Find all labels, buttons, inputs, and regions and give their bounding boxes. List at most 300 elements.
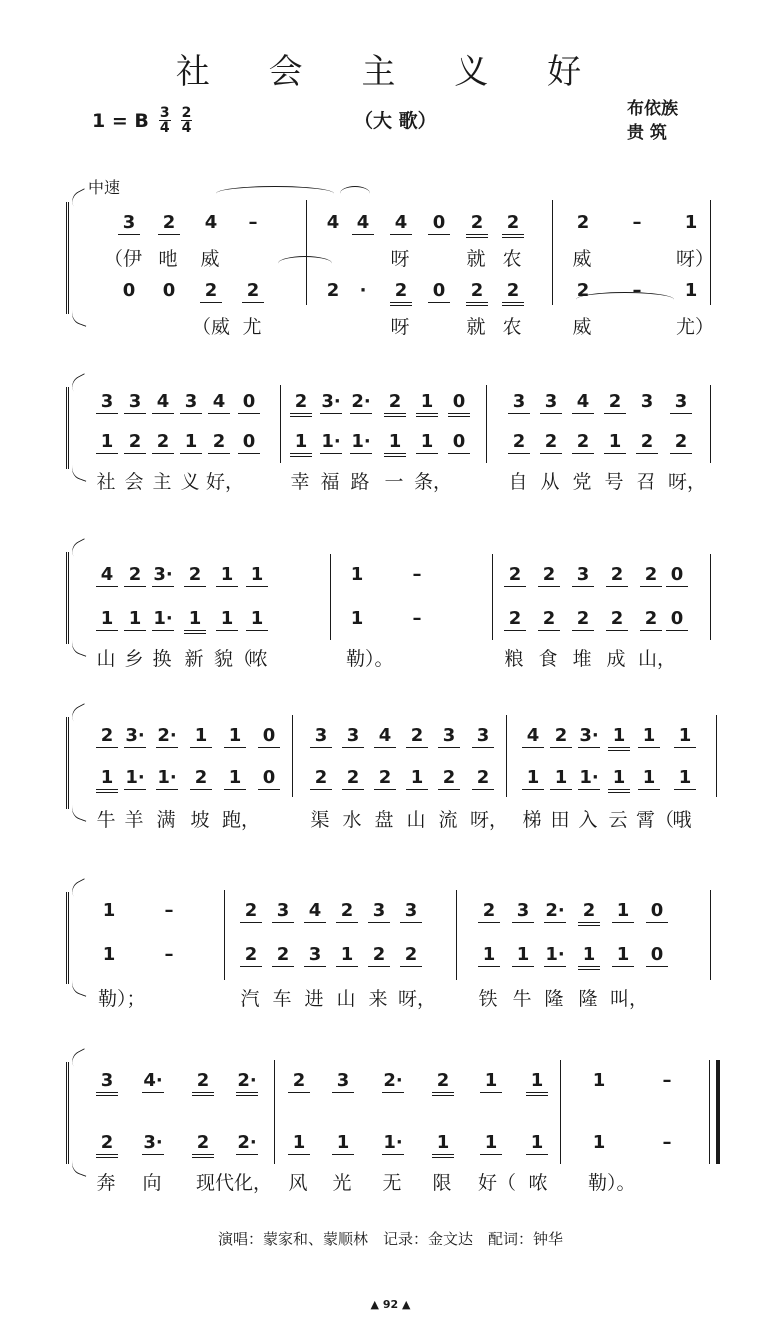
lyric-syllable: 乡 — [124, 648, 144, 670]
note: 4 — [326, 212, 340, 233]
note: 1 — [184, 608, 206, 634]
note: 0 — [238, 431, 260, 454]
note: 4 — [208, 391, 230, 414]
lyric-syllable: 叫， — [610, 988, 649, 1010]
lyric-syllable: 车 — [272, 988, 292, 1010]
note: 3· — [153, 564, 173, 585]
bracket-bottom-hook — [69, 465, 90, 481]
note: 1 — [246, 564, 268, 587]
lyric-syllable: 威 — [572, 248, 592, 270]
lyric-syllable: 牛 — [96, 809, 116, 831]
note: 3 — [124, 391, 146, 414]
note: 2· — [383, 1070, 403, 1091]
bracket-top-hook — [68, 188, 89, 206]
note: – — [632, 212, 642, 233]
note: 1 — [674, 725, 696, 748]
note: 2 — [640, 608, 662, 631]
note: 0 — [646, 944, 668, 967]
lyric-syllable: 呀， — [668, 471, 707, 493]
lyric-syllable: 光 — [332, 1172, 352, 1194]
note: 0 — [646, 900, 668, 923]
note: 1 — [336, 944, 358, 967]
score-system — [66, 180, 726, 338]
origin-ethnicity: 布依族 — [627, 99, 678, 119]
note: 1 — [224, 725, 246, 748]
barline — [560, 1060, 561, 1164]
note: – — [164, 944, 174, 965]
note: 1 — [350, 608, 364, 629]
song-title: 社 会 主 义 好 — [175, 52, 606, 92]
note: 2 — [288, 1070, 310, 1093]
note: 1 — [432, 1132, 454, 1158]
lyric-syllable: 召 — [636, 471, 656, 493]
note: 1· — [125, 767, 145, 788]
lyric-syllable: 勒）。 — [588, 1172, 636, 1194]
note: 1 — [592, 1132, 606, 1153]
bracket-top-hook — [68, 1048, 89, 1066]
lyric-syllable: 貌（ — [214, 648, 253, 670]
note: 4· — [143, 1070, 163, 1091]
note: – — [164, 900, 174, 921]
note: 4 — [204, 212, 218, 233]
note: 3 — [272, 900, 294, 923]
lyric-syllable: 从 — [540, 471, 560, 493]
lyric-syllable: 来 — [368, 988, 388, 1010]
bracket-bottom-hook — [69, 805, 90, 821]
note: 1 — [638, 725, 660, 748]
note: 2 — [208, 431, 230, 454]
note: 3 — [332, 1070, 354, 1093]
note: 2 — [374, 767, 396, 790]
lyric-syllable: 成 — [606, 648, 626, 670]
note: 2 — [124, 431, 146, 454]
bracket-top-hook — [68, 878, 89, 896]
note: 1 — [512, 944, 534, 967]
note: 2 — [406, 725, 428, 748]
lyric-syllable: 山 — [96, 648, 116, 670]
note: 1 — [224, 767, 246, 790]
note: 2 — [240, 944, 262, 967]
note: 4 — [522, 725, 544, 748]
note: 1 — [522, 767, 544, 790]
note: 2 — [390, 280, 412, 306]
lyric-syllable: 满 — [156, 809, 176, 831]
note: 1 — [480, 1070, 502, 1093]
lyric-syllable: 义 — [180, 471, 200, 493]
lyric-syllable: 一 — [384, 471, 404, 493]
note: 1 — [608, 767, 630, 793]
note: 4 — [352, 212, 374, 235]
lyric-syllable: 渠 — [310, 809, 330, 831]
lyric-syllable: 入 — [578, 809, 598, 831]
note: 2 — [192, 1132, 214, 1158]
lyric-syllable: 农 — [502, 248, 522, 270]
key-signature — [92, 106, 192, 135]
lyric-syllable: 梯 — [522, 809, 542, 831]
note: 2 — [538, 608, 560, 631]
note: 2 — [152, 431, 174, 454]
lyric-syllable: 好（ — [478, 1172, 517, 1194]
barline — [710, 890, 711, 980]
note: 2 — [576, 212, 590, 233]
note: 2· — [157, 725, 177, 746]
note: 0 — [258, 725, 280, 748]
note: 3 — [304, 944, 326, 967]
note: 2 — [466, 212, 488, 238]
lyric-syllable: 粮 — [504, 648, 524, 670]
note: 3 — [118, 212, 140, 235]
note: 1 — [332, 1132, 354, 1155]
note: 3 — [96, 1070, 118, 1096]
lyric-syllable: 勒）。 — [346, 648, 394, 670]
bracket-top-hook — [68, 703, 89, 721]
slur-tie — [216, 186, 334, 201]
barline — [224, 890, 225, 980]
lyric-syllable: 呀， — [398, 988, 437, 1010]
barline — [506, 715, 507, 797]
credits: 演唱：蒙家和、蒙顺林 记录：金文达 配词：钟华 — [217, 1230, 563, 1248]
lyric-syllable: 盘 — [374, 809, 394, 831]
note: 3 — [512, 900, 534, 923]
note: 1 — [638, 767, 660, 790]
note: 2 — [550, 725, 572, 748]
note: 3 — [640, 391, 654, 412]
lyric-syllable: 向 — [142, 1172, 162, 1194]
system-bracket — [66, 202, 75, 314]
note: 2 — [540, 431, 562, 454]
note: 2 — [578, 900, 600, 926]
note: – — [248, 212, 258, 233]
note: 2 — [478, 900, 500, 923]
lyric-syllable: 食 — [538, 648, 558, 670]
lyric-syllable: 威 — [572, 316, 592, 338]
bracket-top-hook — [68, 373, 89, 391]
note: 2 — [572, 608, 594, 631]
lyric-syllable: 云 — [608, 809, 628, 831]
barline — [710, 200, 711, 305]
note: 4 — [390, 212, 412, 235]
lyric-syllable: 汽 — [240, 988, 260, 1010]
note: 2 — [336, 900, 358, 923]
lyric-syllable: （威 — [192, 316, 231, 338]
lyric-syllable: 呀 — [390, 316, 410, 338]
score-system — [66, 715, 726, 831]
note: 1 — [124, 608, 146, 631]
score-system — [66, 890, 726, 1010]
note: 3 — [472, 725, 494, 748]
bracket-top-hook — [68, 538, 89, 556]
note: 2· — [545, 900, 565, 921]
note: 2 — [502, 280, 524, 306]
lyric-syllable: 农 — [502, 316, 522, 338]
note: 2 — [200, 280, 222, 303]
lyric-syllable: 坡 — [190, 809, 210, 831]
lyric-syllable: 铁 — [478, 988, 498, 1010]
note: 1 — [526, 1070, 548, 1096]
note: 2 — [572, 431, 594, 454]
lyric-syllable: 限 — [432, 1172, 452, 1194]
lyric-syllable: 新 — [184, 648, 204, 670]
note: 2 — [158, 212, 180, 235]
note: 1 — [246, 608, 268, 631]
note: 2 — [606, 608, 628, 631]
lyric-syllable: 水 — [342, 809, 362, 831]
note: – — [632, 280, 642, 301]
note: 1 — [612, 944, 634, 967]
key-label: 1 = B — [92, 109, 149, 132]
lyric-syllable: 牛 — [512, 988, 532, 1010]
note: 2 — [184, 564, 206, 587]
note: 1 — [180, 431, 202, 454]
barline — [492, 554, 493, 640]
note: 2 — [96, 1132, 118, 1158]
note: 1 — [96, 608, 118, 631]
bracket-bottom-hook — [69, 640, 90, 656]
note: 0 — [448, 391, 470, 417]
note: 2 — [502, 212, 524, 238]
note: 3· — [321, 391, 341, 412]
lyric-syllable: 哝 — [528, 1172, 548, 1194]
note: 1 — [102, 900, 116, 921]
note: 2 — [576, 280, 590, 301]
lyric-syllable: 好， — [206, 471, 245, 493]
note: 1· — [545, 944, 565, 965]
note: 3 — [508, 391, 530, 414]
lyric-syllable: 呀 — [390, 248, 410, 270]
note: 1 — [290, 431, 312, 457]
lyric-syllable: 会 — [124, 471, 144, 493]
note: 3 — [96, 391, 118, 414]
note: 1 — [96, 767, 118, 793]
note: 1 — [416, 431, 438, 454]
lyric-syllable: 哝 — [248, 648, 268, 670]
note: 4 — [572, 391, 594, 414]
note: 0 — [666, 564, 688, 587]
note: 4 — [304, 900, 326, 923]
system-bracket — [66, 387, 75, 469]
note: 3· — [125, 725, 145, 746]
note: 2 — [636, 431, 658, 454]
system-bracket — [66, 892, 75, 984]
final-barline-thick — [716, 1060, 720, 1164]
lyric-syllable: 山， — [638, 648, 677, 670]
note: 2 — [400, 944, 422, 967]
lyric-syllable: 幸 — [290, 471, 310, 493]
note: 2 — [604, 391, 626, 414]
note: 1 — [480, 1132, 502, 1155]
score-system — [66, 1060, 726, 1194]
barline — [306, 200, 307, 305]
lyric-syllable: 主 — [152, 471, 172, 493]
note: 2 — [640, 564, 662, 587]
note: 1 — [478, 944, 500, 967]
final-barline-thin — [709, 1060, 710, 1164]
note: 0 — [258, 767, 280, 790]
note: 3 — [180, 391, 202, 414]
note: 1· — [153, 608, 173, 629]
time-signature-2-4: $\frac{2}{4}$ — [181, 105, 192, 136]
note: 2 — [472, 767, 494, 790]
lyric-syllable: 现代化， — [196, 1172, 273, 1194]
note: 1 — [216, 564, 238, 587]
note: 2 — [438, 767, 460, 790]
note: 3· — [143, 1132, 163, 1153]
lyric-syllable: 路 — [350, 471, 370, 493]
lyric-syllable: 流 — [438, 809, 458, 831]
lyric-syllable: 党 — [572, 471, 592, 493]
note: 1 — [526, 1132, 548, 1155]
note: 1 — [102, 944, 116, 965]
lyric-syllable: 就 — [466, 248, 486, 270]
lyric-syllable: 羊 — [124, 809, 144, 831]
note: 1· — [157, 767, 177, 788]
note: 1 — [288, 1132, 310, 1155]
bracket-bottom-hook — [69, 980, 90, 996]
barline — [274, 1060, 275, 1164]
note: 1 — [612, 900, 634, 923]
slur-tie — [576, 292, 674, 307]
barline — [710, 385, 711, 463]
note: 2 — [504, 608, 526, 631]
note: 3 — [342, 725, 364, 748]
origin-label — [627, 97, 678, 145]
lyric-syllable: 隆 — [544, 988, 564, 1010]
note: 0 — [238, 391, 260, 414]
barline — [716, 715, 717, 797]
note: 4 — [96, 564, 118, 587]
note: 3 — [670, 391, 692, 414]
note: 2 — [504, 564, 526, 587]
note: 2 — [192, 1070, 214, 1096]
note: 1 — [608, 725, 630, 751]
note: 3 — [438, 725, 460, 748]
lyric-syllable: 威 — [200, 248, 220, 270]
note: 1 — [578, 944, 600, 970]
genre-label: （大 歌） — [354, 110, 437, 132]
note: – — [662, 1132, 672, 1153]
note: 2· — [351, 391, 371, 412]
slur-tie — [340, 186, 370, 201]
bracket-bottom-hook — [69, 1160, 90, 1176]
barline — [280, 385, 281, 463]
note: 0 — [162, 280, 176, 301]
lyric-syllable: 条， — [414, 471, 453, 493]
lyric-syllable: 福 — [320, 471, 340, 493]
note: 2 — [124, 564, 146, 587]
note: 1 — [96, 431, 118, 454]
note: 2 — [368, 944, 390, 967]
note: 2 — [242, 280, 264, 303]
note: 1 — [550, 767, 572, 790]
slur-tie — [278, 256, 332, 271]
note: 2 — [342, 767, 364, 790]
note: 1 — [384, 431, 406, 457]
note: 1· — [579, 767, 599, 788]
system-bracket — [66, 552, 75, 644]
lyric-syllable: （伊 — [104, 248, 143, 270]
note: 2 — [432, 1070, 454, 1096]
note: 1 — [216, 608, 238, 631]
lyric-syllable: 自 — [508, 471, 528, 493]
note: 0 — [428, 280, 450, 303]
barline — [486, 385, 487, 463]
bracket-bottom-hook — [69, 310, 90, 326]
note: – — [412, 608, 422, 629]
lyric-syllable: 呀， — [470, 809, 509, 831]
lyric-syllable: 就 — [466, 316, 486, 338]
note: 0 — [122, 280, 136, 301]
note: 2 — [96, 725, 118, 748]
note: 4 — [374, 725, 396, 748]
note: 2 — [240, 900, 262, 923]
note: 2 — [538, 564, 560, 587]
lyric-syllable: 呀） — [676, 248, 715, 270]
note: 1 — [684, 212, 698, 233]
note: 0 — [448, 431, 470, 454]
lyric-syllable: 勒）； — [98, 988, 146, 1010]
note: 2 — [290, 391, 312, 417]
lyric-syllable: 山 — [406, 809, 426, 831]
lyric-syllable: 跑， — [222, 809, 261, 831]
lyric-syllable: 堆 — [572, 648, 592, 670]
note: 1· — [383, 1132, 403, 1153]
note: 1 — [350, 564, 364, 585]
score-system — [66, 550, 726, 670]
lyric-syllable: 吔 — [158, 248, 178, 270]
lyric-syllable: 霄（ — [636, 809, 675, 831]
note: 2 — [310, 767, 332, 790]
note: 1 — [406, 767, 428, 790]
lyric-syllable: 山 — [336, 988, 356, 1010]
note: 0 — [428, 212, 450, 235]
note: 2 — [326, 280, 340, 301]
barline — [456, 890, 457, 980]
page-number: ▲ 92 ▲ — [370, 1298, 411, 1311]
lyric-syllable: 换 — [152, 648, 172, 670]
note: 1· — [321, 431, 341, 452]
note: 3 — [310, 725, 332, 748]
lyric-syllable: 尤） — [676, 316, 715, 338]
note: 3 — [400, 900, 422, 923]
note: 3· — [579, 725, 599, 746]
note: 2· — [236, 1070, 258, 1096]
lyric-syllable: 风 — [288, 1172, 308, 1194]
note: 2 — [606, 564, 628, 587]
lyric-syllable: 无 — [382, 1172, 402, 1194]
note: 2 — [190, 767, 212, 790]
note: 4 — [152, 391, 174, 414]
barline — [710, 554, 711, 640]
note: 2 — [384, 391, 406, 417]
lyric-syllable: 社 — [96, 471, 116, 493]
tempo-marking: 中速 — [88, 178, 121, 197]
note: 2 — [466, 280, 488, 306]
note: 2 — [508, 431, 530, 454]
note: 1 — [592, 1070, 606, 1091]
time-signature-3-4: $\frac{3}{4}$ — [159, 105, 170, 136]
note: 2 — [670, 431, 692, 454]
note: 1 — [674, 767, 696, 790]
origin-place: 贵 筑 — [627, 123, 667, 143]
note: 3 — [540, 391, 562, 414]
note: 2· — [237, 1132, 257, 1153]
lyric-syllable: 哦 — [672, 809, 692, 831]
note: 1 — [190, 725, 212, 748]
lyric-syllable: 尤 — [242, 316, 262, 338]
lyric-syllable: 奔 — [96, 1172, 116, 1194]
lyric-syllable: 号 — [604, 471, 624, 493]
note: – — [412, 564, 422, 585]
